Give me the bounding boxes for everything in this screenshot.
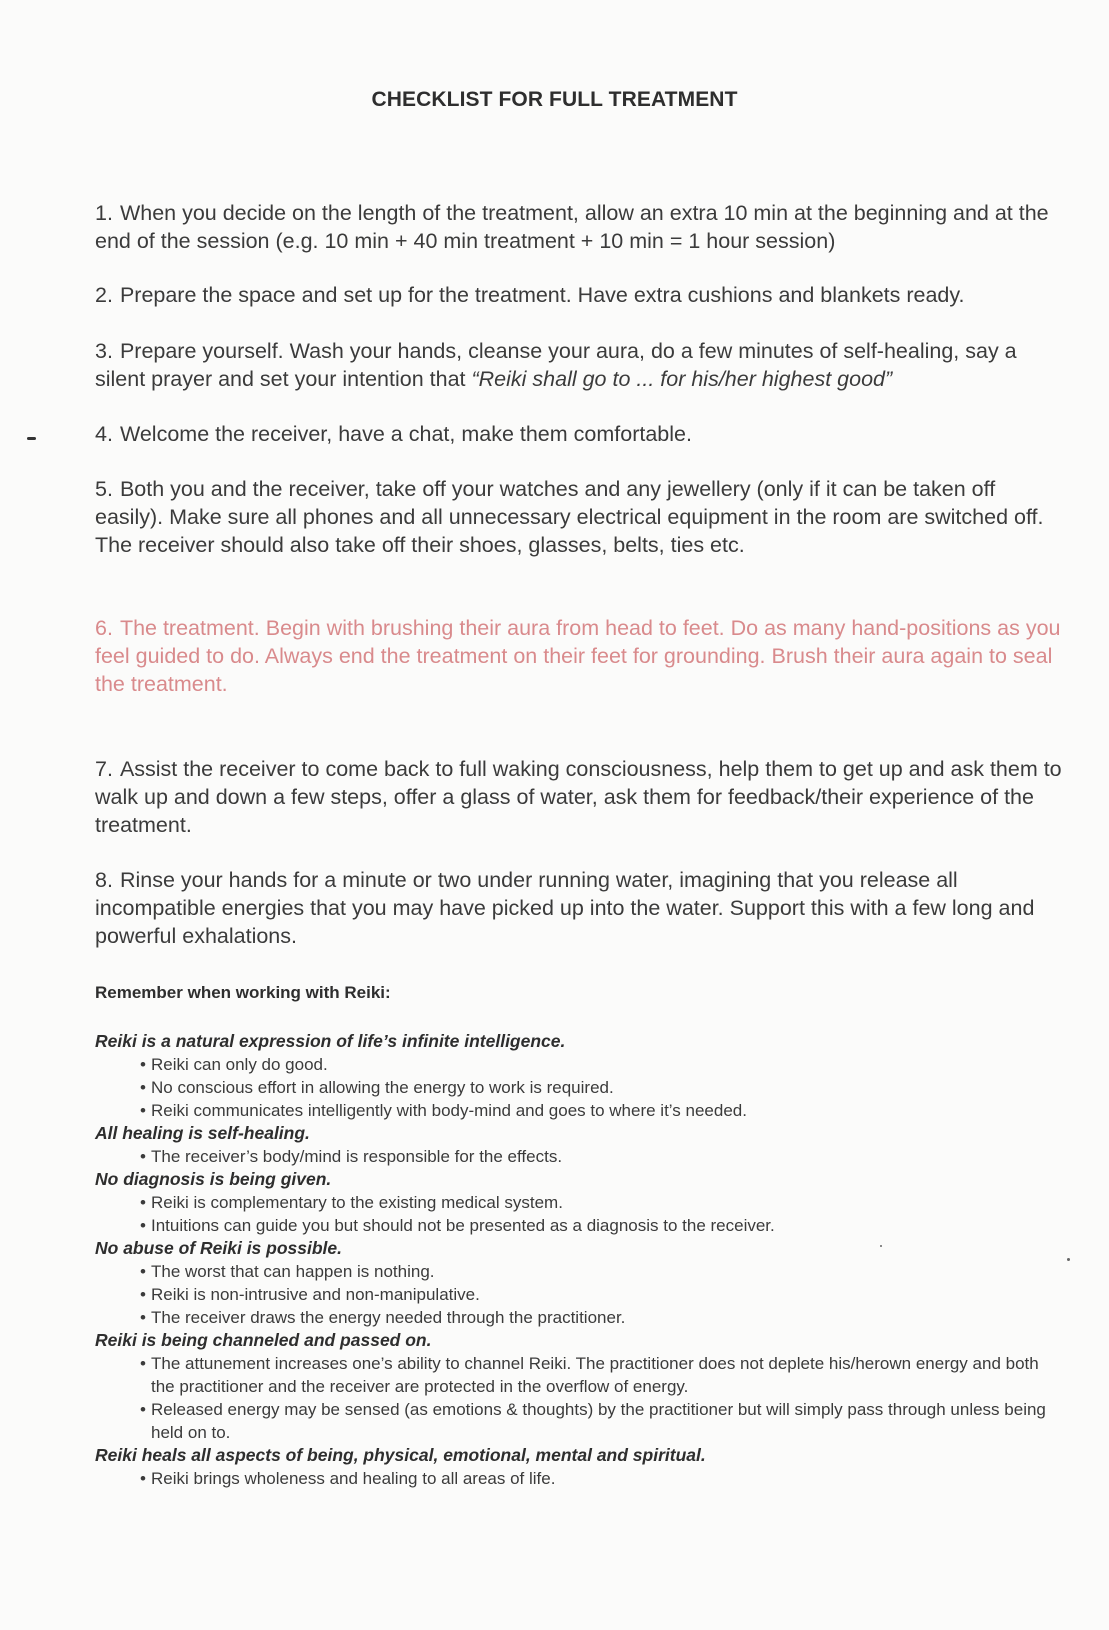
bullet-dot: •	[140, 1469, 146, 1488]
principle-bullet: • Reiki can only do good.	[140, 1055, 328, 1074]
step-number: 1.	[95, 201, 113, 225]
bullet-dot: •	[140, 1101, 146, 1120]
principle-heading: Reiki is being channeled and passed on.	[95, 1330, 432, 1350]
bullet-dot: •	[140, 1078, 146, 1097]
step-number: 5.	[95, 477, 113, 501]
step-text: Assist the receiver to come back to full waking consciousness, help them to get up and ask them to walk up and down a few steps, offer a glass of water, ask them for feedback/their experience of the treatment.	[95, 757, 1062, 837]
principle-bullet: • The worst that can happen is nothing.	[140, 1262, 435, 1281]
step-2	[95, 281, 1065, 309]
principle-bullet: • Reiki communicates intelligently with body-mind and goes to where it’s needed.	[140, 1101, 747, 1120]
margin-mark	[27, 437, 36, 440]
step-number: 3.	[95, 339, 113, 363]
step-text: The treatment. Begin with brushing their aura from head to feet. Do as many hand-positions as you feel guided to do. Always end the treatment on their feet for grounding. Brush their aura again to seal the treatment.	[95, 616, 1061, 696]
step-text: Both you and the receiver, take off your watches and any jewellery (only if it can be taken off easily). Make sure all phones and all unnecessary electrical equipment in the room are switched off. The receiver should also take off their shoes, glasses, belts, ties etc.	[95, 477, 1044, 557]
step-text: Prepare yourself. Wash your hands, cleanse your aura, do a few minutes of self-healing, say a silent prayer and set your intention that	[95, 339, 1017, 391]
principle-heading: All healing is self-healing.	[95, 1123, 310, 1143]
step-1	[95, 199, 1065, 255]
principle-heading: No diagnosis is being given.	[95, 1169, 332, 1189]
bullet-dot: •	[140, 1055, 146, 1074]
principle-bullet: • Reiki is non-intrusive and non-manipulative.	[140, 1285, 480, 1304]
principle-bullet: • Reiki is complementary to the existing medical system.	[140, 1193, 563, 1212]
step-5	[95, 475, 1065, 559]
step-number: 2.	[95, 283, 113, 307]
page-title: CHECKLIST FOR FULL TREATMENT	[371, 88, 738, 111]
bullet-dot: •	[140, 1193, 146, 1212]
step-4	[95, 420, 1065, 448]
step-number: 8.	[95, 868, 113, 892]
step-7	[95, 755, 1065, 839]
step-6	[95, 614, 1065, 698]
bullet-dot: •	[140, 1262, 146, 1281]
principle-heading: Reiki is a natural expression of life’s infinite intelligence.	[95, 1031, 566, 1051]
principle-bullet: • Reiki brings wholeness and healing to all areas of life.	[140, 1469, 556, 1488]
bullet-dot: •	[140, 1216, 146, 1235]
step-8	[95, 866, 1065, 950]
principle-heading: No abuse of Reiki is possible.	[95, 1238, 343, 1258]
scan-speck	[1067, 1258, 1070, 1261]
principle-bullet: • Released energy may be sensed (as emotions & thoughts) by the practitioner but will simply pass through unless being held on to.	[140, 1400, 1046, 1442]
principle-bullet: • The attunement increases one’s ability to channel Reiki. The practitioner does not deplete his/herown energy and both the practitioner and the receiver are protected in the overflow of energy.	[140, 1354, 1039, 1396]
principle-heading: Reiki heals all aspects of being, physical, emotional, mental and spiritual.	[95, 1445, 706, 1465]
step-3	[95, 337, 1065, 393]
step-text: When you decide on the length of the treatment, allow an extra 10 min at the beginning and at the end of the session (e.g. 10 min + 40 min treatment + 10 min = 1 hour session)	[95, 201, 1049, 253]
step-text: Prepare the space and set up for the treatment. Have extra cushions and blankets ready.	[119, 283, 965, 307]
bullet-dot: •	[140, 1308, 146, 1327]
step-number: 6.	[95, 616, 113, 640]
step-number: 4.	[95, 422, 113, 446]
step-number: 7.	[95, 757, 113, 781]
intention-quote: “Reiki shall go to ... for his/her highest good”	[471, 367, 893, 391]
step-text: Rinse your hands for a minute or two under running water, imagining that you release all incompatible energies that you may have picked up into the water. Support this with a few long and powerful exhalations.	[95, 868, 1035, 948]
bullet-dot: •	[140, 1400, 146, 1419]
principle-bullet: • The receiver’s body/mind is responsible for the effects.	[140, 1147, 563, 1166]
reiki-principles	[95, 1030, 1055, 1490]
principle-bullet: • No conscious effort in allowing the energy to work is required.	[140, 1078, 614, 1097]
step-text: Welcome the receiver, have a chat, make them comfortable.	[119, 422, 692, 446]
remember-heading: Remember when working with Reiki:	[95, 983, 391, 1002]
bullet-dot: •	[140, 1285, 146, 1304]
principle-bullet: • The receiver draws the energy needed through the practitioner.	[140, 1308, 626, 1327]
bullet-dot: •	[140, 1147, 146, 1166]
bullet-dot: •	[140, 1354, 146, 1373]
principle-bullet: • Intuitions can guide you but should not be presented as a diagnosis to the receiver.	[140, 1216, 775, 1235]
